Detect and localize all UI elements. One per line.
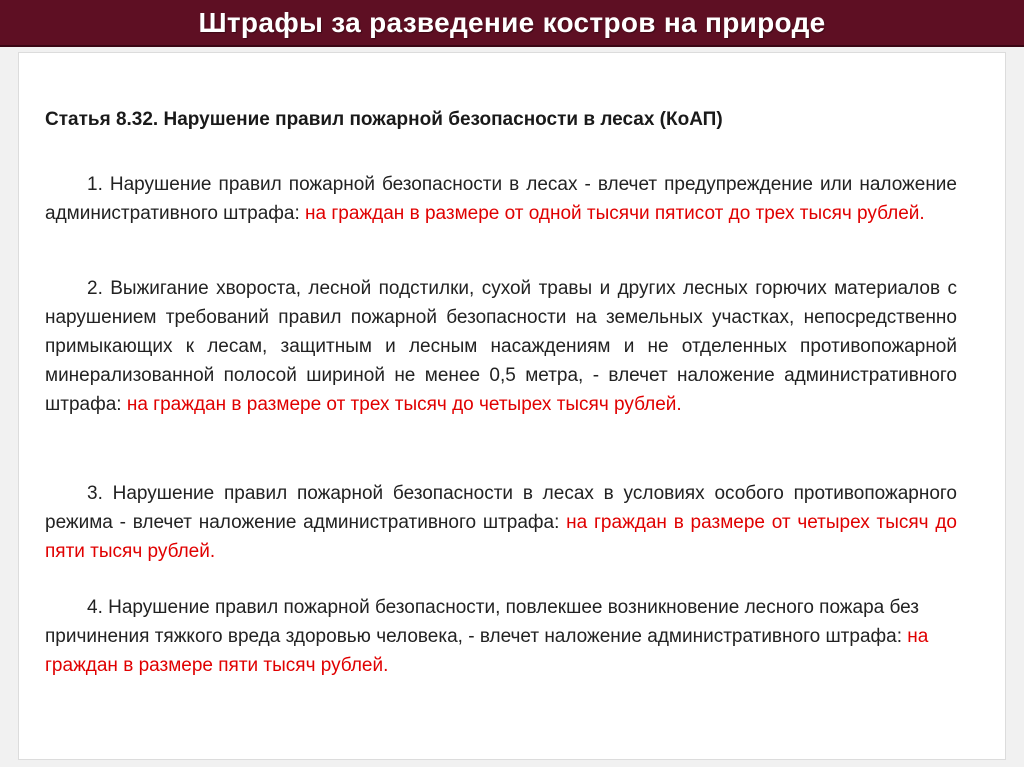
paragraph-3 — [45, 479, 957, 566]
article-heading: Статья 8.32. Нарушение правил пожарной безопасности в лесах (КоАП) — [45, 109, 723, 130]
paragraph-2 — [45, 274, 957, 419]
title-bar — [0, 0, 1024, 47]
paragraph-3-penalty: на граждан в размере от четырех тысяч до пяти тысяч рублей. — [45, 512, 957, 562]
paragraph-4 — [45, 593, 957, 680]
paragraph-1-text: 1. Нарушение правил пожарной безопасности в лесах - влечет предупреждение или наложение административного штрафа: — [45, 174, 957, 224]
paragraph-2-text: 2. Выжигание хвороста, лесной подстилки, сухой травы и других лесных горючих материалов с нарушением требований правил пожарной безопасности на земельных участках, непосредственно примыкающих к лесам, защитным и лесным насаждениям и не отделенных противопожарной минерализованной полосой шириной не менее 0,5 метра, - влечет наложение административного штрафа: — [45, 278, 957, 415]
paragraph-3-text: 3. Нарушение правил пожарной безопасности в лесах в условиях особого противопожарного режима - влечет наложение административного штрафа: — [45, 483, 957, 533]
paragraph-4-penalty: на граждан в размере пяти тысяч рублей. — [45, 626, 929, 676]
paragraph-1-penalty: на граждан в размере от одной тысячи пятисот до трех тысяч рублей. — [305, 203, 925, 224]
paragraph-2-penalty: на граждан в размере от трех тысяч до четырех тысяч рублей. — [126, 394, 682, 415]
paragraph-4-text: 4. Нарушение правил пожарной безопасности, повлекшее возникновение лесного пожара без причинения тяжкого вреда здоровью человека, - влечет наложение административного штрафа: — [45, 597, 920, 647]
content-panel — [18, 52, 1006, 760]
paragraph-1 — [45, 170, 957, 228]
slide-title: Штрафы за разведение костров на природе — [198, 6, 826, 38]
